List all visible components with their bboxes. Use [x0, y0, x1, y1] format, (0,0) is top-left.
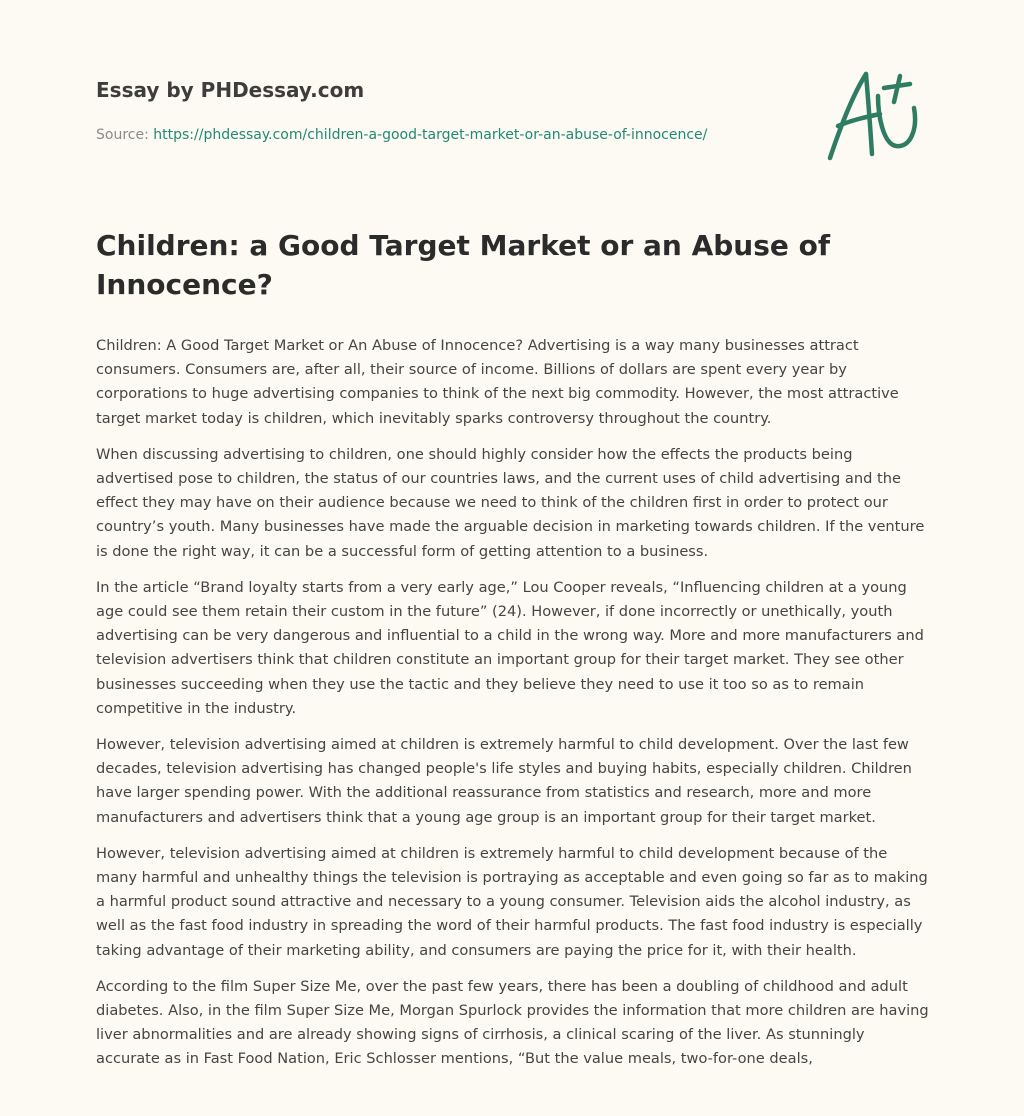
essay-paragraph: However, television advertising aimed at children is extremely harmful to child development because of the many harmful and unhealthy things the television is portraying as acceptable and even going so far as to making a harmful product sound attractive and necessary to a young consumer. Television aids the alcohol industry, as well as the fast food industry in spreading the word of their harmful products. The fast food industry is especially taking advantage of their marketing ability, and consumers are paying the price for it, with their health. — [96, 844, 928, 959]
page-header — [96, 76, 796, 145]
essay-paragraph: However, television advertising aimed at children is extremely harmful to child development. Over the last few decades, television advertising has changed people's life styles and buying habits, especially children. Children have larger spending power. With the additional reassurance from statistics and research, more and more manufacturers and advertisers think that a young age group is an important group for their target market. — [96, 736, 912, 826]
source-line — [96, 125, 796, 145]
source-link[interactable]: https://phdessay.com/children-a-good-target-market-or-an-abuse-of-innocence/ — [153, 127, 708, 143]
brand-title: Essay by PHDessay.com — [96, 78, 365, 102]
source-label: Source: — [96, 127, 154, 143]
essay-article — [96, 226, 932, 1084]
essay-title: Children: a Good Target Market or an Abuse of Innocence? — [96, 229, 831, 301]
essay-paragraph: When discussing advertising to children, one should highly consider how the effects the products being advertised pose to children, the status of our countries laws, and the current uses of child advertising and the effect they may have on their audience because we need to think of the children first in order to protect our country’s youth. Many businesses have made the arguable decision in marketing towards children. If the venture is done the right way, it can be a successful form of getting attention to a business. — [96, 445, 925, 560]
essay-paragraph: According to the film Super Size Me, over the past few years, there has been a doubling of childhood and adult diabetes. Also, in the film Super Size Me, Morgan Spurlock provides the information that more children are having liver abnormalities and are already showing signs of cirrhosis, a clinical scaring of the liver. As stunningly accurate as in Fast Food Nation, Eric Schlosser mentions, “But the value meals, two-for-one deals, — [96, 977, 929, 1068]
a-plus-grade-icon — [822, 68, 926, 164]
essay-paragraph: In the article “Brand loyalty starts from a very early age,” Lou Cooper reveals, “Influencing children at a young age could see them retain their custom in the future” (24). However, if done incorrectly or unethically, youth advertising can be very dangerous and influential to a child in the wrong way. More and more manufacturers and television advertisers think that children constitute an important group for their target market. They see other businesses succeeding when they use the tactic and they believe they need to use it too so as to remain competitive in the industry. — [96, 578, 924, 717]
essay-paragraph: Children: A Good Target Market or An Abuse of Innocence? Advertising is a way many businesses attract consumers. Consumers are, after all, their source of income. Billions of dollars are spent every year by corporations to huge advertising companies to think of the next big commodity. However, the most attractive target market today is children, which inevitably sparks controversy throughout the country. — [96, 337, 899, 427]
